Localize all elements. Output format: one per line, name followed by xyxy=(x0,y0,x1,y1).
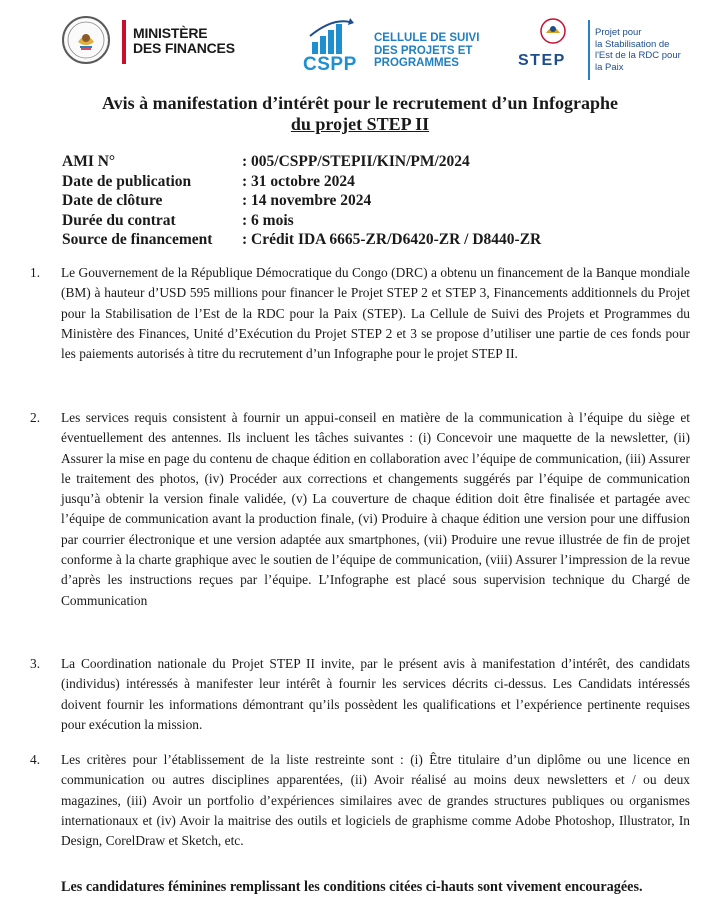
ministry-line-2: DES FINANCES xyxy=(133,40,235,56)
step-full-name xyxy=(595,27,681,73)
info-row-contract-duration xyxy=(62,211,541,231)
info-label: Durée du contrat xyxy=(62,211,176,229)
info-label: Date de publication xyxy=(62,172,192,190)
paragraph-number: 1. xyxy=(30,265,41,280)
paragraph-3 xyxy=(30,654,690,735)
title-line-2: du projet STEP II xyxy=(290,114,430,134)
paragraph-4 xyxy=(30,750,690,851)
ministry-name xyxy=(133,26,235,56)
info-row-funding-source xyxy=(62,230,541,250)
info-label: AMI N° xyxy=(62,153,116,170)
info-block xyxy=(62,152,541,250)
step-line-4: la Paix xyxy=(595,61,624,73)
cspp-line-1: CELLULE DE SUIVI xyxy=(374,32,480,44)
step-line-1: Projet pour xyxy=(595,27,642,38)
drc-seal-icon xyxy=(62,16,110,64)
paragraph-number: 3. xyxy=(30,656,41,671)
header xyxy=(0,10,711,80)
cspp-line-2: DES PROJETS ET xyxy=(374,44,473,57)
info-label: Source de financement xyxy=(62,231,213,248)
paragraph-number: 2. xyxy=(30,410,41,425)
info-value: : 14 novembre 2024 xyxy=(242,192,372,209)
info-value: : 005/CSPP/STEPII/KIN/PM/2024 xyxy=(242,153,470,170)
step-line-2: la Stabilisation de xyxy=(595,38,670,50)
info-value: : 31 octobre 2024 xyxy=(242,172,355,190)
paragraph-1 xyxy=(30,263,690,364)
title-line-1: Avis à manifestation d’intérêt pour le recrutement d’un Infographe xyxy=(102,93,618,113)
step-line-3: l'Est de la RDC pour xyxy=(595,50,681,61)
step-emblem-icon xyxy=(538,16,568,46)
document-title xyxy=(40,93,680,135)
ministry-divider xyxy=(122,20,126,64)
cspp-acronym: CSPP xyxy=(303,54,357,75)
info-row-ami xyxy=(62,152,541,172)
paragraph-text: Les services requis consistent à fournir un appui-conseil en matière de la communication à l’équipe du siège et éventuellement des antennes. Ils incluent les tâches suivantes : (i) Concevoir une maquette de la newsletter, (ii) Assurer la mise en page du contenu de chaque édition en collaboration avec l’équipe de communication, (iii) Assurer le traitement des photos, (iv) Procéder aux corrections et changements suggérés par l’équipe de communication jusqu’à obtenir la version finale validée, (v) La couverture de chaque édition doit être finalisée et partagée avec l’équipe de communication avant la production finale, (vi) Produire à chaque édition une version pour une diffusion par courrier électronique et une version adaptée aux smartphones, (vii) Produire une revue illustrée de fin de projet conforme à la charte graphique avec le soutien de l’équipe de communication, (viii) Assurer l’impression de la revue d’après les instructions reçues par l’équipe. L’Infographe est placé sous supervision technique du Chargé de Communication xyxy=(61,410,690,608)
info-value: : Crédit IDA 6665-ZR/D6420-ZR / D8440-ZR xyxy=(242,231,542,248)
paragraph-2 xyxy=(30,408,690,611)
closing-note: Les candidatures féminines remplissant les conditions citées ci-hauts sont vivement encouragées. xyxy=(61,879,643,895)
info-row-closing-date xyxy=(62,191,541,211)
info-value: : 6 mois xyxy=(242,211,294,229)
paragraph-text: Les critères pour l’établissement de la liste restreinte sont : (i) Être titulaire d’un diplôme ou une licence en communication ou autres disciplines apparentées, (ii) Avoir réalisé au moins deux newsletters et / ou deux magazines, (iii) Avoir un portfolio d’expériences similaires avec de grandes structures publiques ou organismes internationaux et (iv) Avoir la maitrise des outils et logiciels de graphisme comme Adobe Photoshop, Illustrator, In Design, CorelDraw et Sketch, etc. xyxy=(61,752,690,849)
paragraph-number: 4. xyxy=(30,752,41,767)
step-divider xyxy=(588,20,590,80)
info-row-publication-date xyxy=(62,172,541,192)
cspp-line-3: PROGRAMMES xyxy=(374,57,459,69)
cspp-full-name xyxy=(374,32,479,70)
step-acronym: STEP xyxy=(518,52,566,69)
ministry-line-1: MINISTÈRE xyxy=(133,25,208,41)
paragraph-text: Le Gouvernement de la République Démocratique du Congo (DRC) a obtenu un financement de la Banque mondiale (BM) à hauteur d’USD 595 millions pour financer le Projet STEP 2 et STEP 3, Financements additionnels du Projet pour la Stabilisation de l’Est de la RDC pour la Paix (STEP). La Cellule de Suivi des Projets et Programmes du Ministère des Finances, Unité d’Exécution du Projet STEP 2 et 3 se propose d’utiliser une partie de ces fonds pour les paiements autorisés à titre du recrutement d’un Infographe pour le projet STEP II. xyxy=(61,265,690,362)
paragraph-text: La Coordination nationale du Projet STEP II invite, par le présent avis à manifestation d’intérêt, des candidats (individus) intéressés à manifester leur intérêt à fournir les services décrits ci-dessus. Les Candidats intéressés doivent fournir les informations démontrant qu’ils possèdent les qualifications et l’expérience pertinente requises pour exécution la mission. xyxy=(61,656,690,732)
info-label: Date de clôture xyxy=(62,192,163,209)
